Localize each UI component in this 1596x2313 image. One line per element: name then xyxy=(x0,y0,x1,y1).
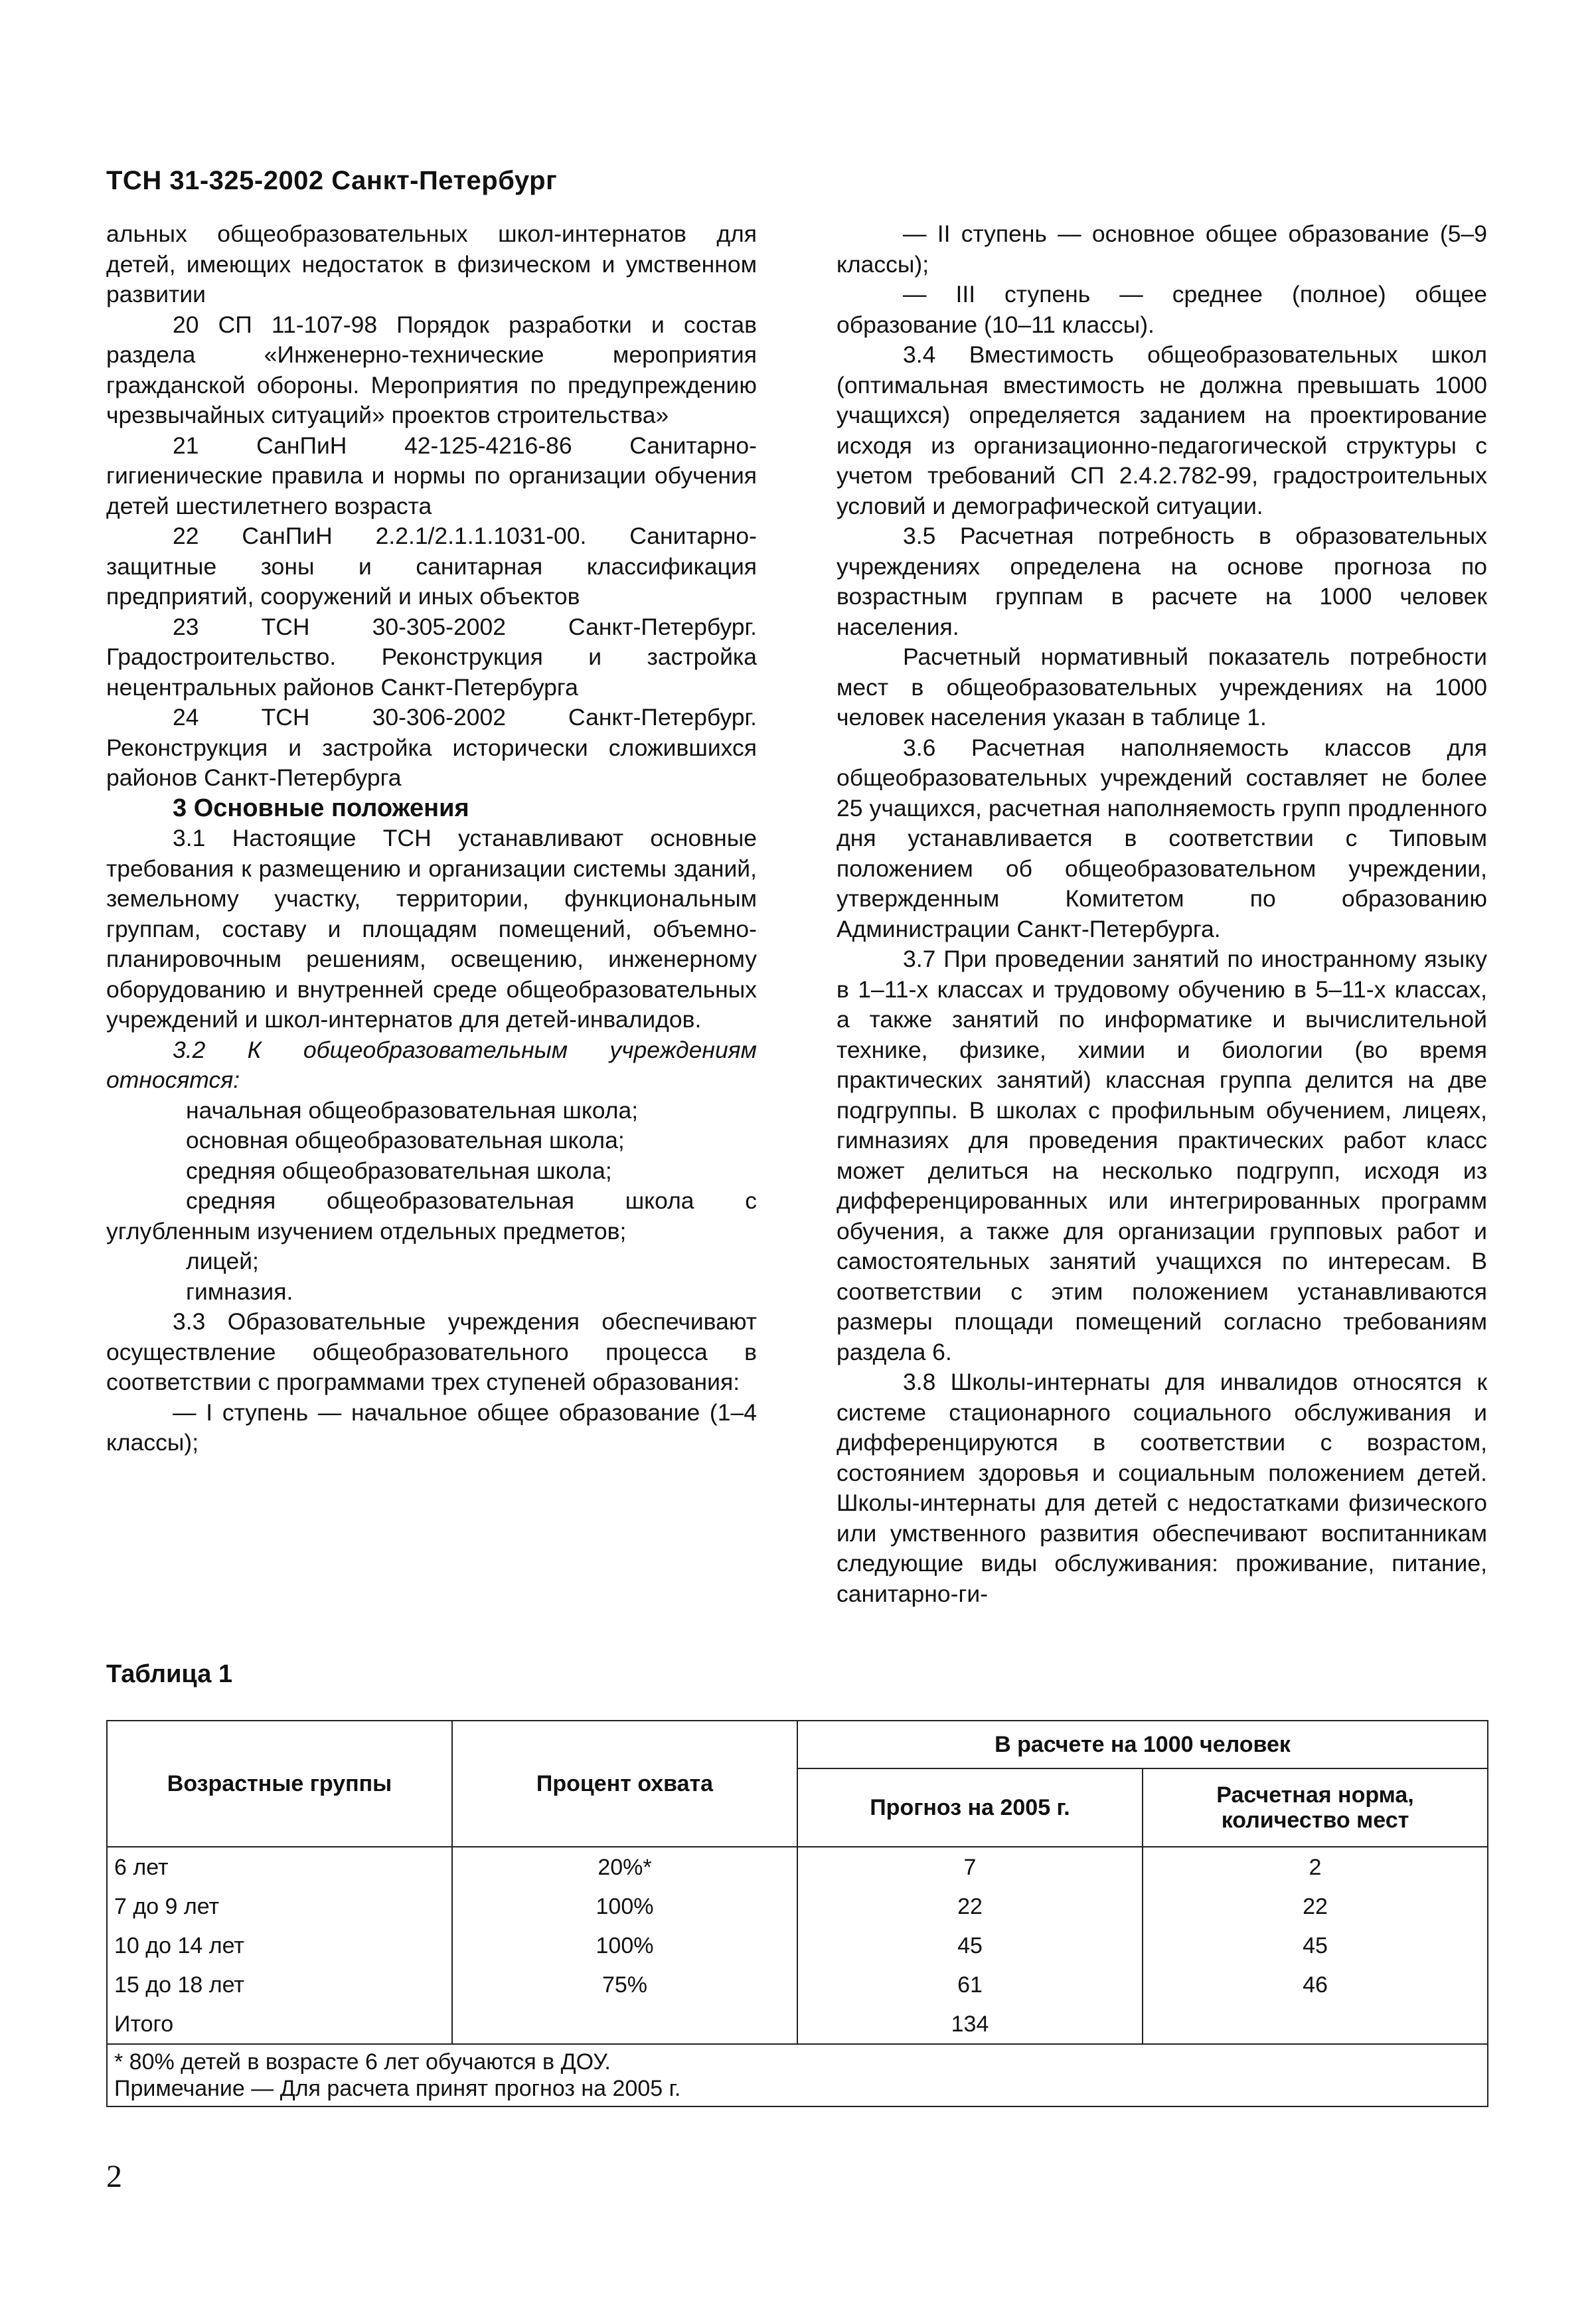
table-row xyxy=(107,1847,1488,1887)
reference-24: 24 ТСН 30-306-2002 Санкт-Петербург. Реконструкция и застройка исторически сложившихся районов Санкт-Петербурга xyxy=(106,704,757,791)
cell-norm: 45 xyxy=(1143,1926,1488,1965)
stage-2: — II ступень — основное общее образование (5–9 классы); xyxy=(837,220,1487,278)
header-age-groups: Возрастные группы xyxy=(107,1721,452,1847)
section-heading: 3 Основные положения xyxy=(173,794,469,822)
cell-forecast: 134 xyxy=(797,2004,1143,2044)
cell-forecast: 22 xyxy=(797,1887,1143,1926)
cell-coverage: 100% xyxy=(452,1887,797,1926)
right-column xyxy=(837,219,1487,1609)
paragraph-3-7: 3.7 При проведении занятий по иностранному языку в 1–11-х классах и трудовому обучению в 5–11-х классах, а также занятий по информатике и вычислительной технике, физике, химии и биологии (во время практических занятий) классная группа делится на две подгруппы. В школах с профильным обучением, лицеях, гимназиях для проведения практических работ класс может делиться на несколько подгрупп, исходя из дифференцированных или интегрированных программ обучения, а также для организации групповых работ и самостоятельных занятий учащихся по интересам. В соответствии с этим положением устанавливаются размеры площади помещений согласно требованиям раздела 6. xyxy=(837,946,1487,1365)
cell-coverage: 100% xyxy=(452,1926,797,1965)
cell-forecast: 45 xyxy=(797,1926,1143,1965)
cell-forecast: 61 xyxy=(797,1965,1143,2004)
list-item: средняя общеобразовательная школа с углубленным изучением отдельных предметов; xyxy=(106,1187,757,1244)
table-note: Примечание — Для расчета принят прогноз на 2005 г. xyxy=(114,2076,681,2101)
document-header: ТСН 31-325-2002 Санкт-Петербург xyxy=(106,166,558,195)
data-table xyxy=(106,1720,1488,2107)
cell-coverage xyxy=(452,2004,797,2044)
header-norm: Расчетная норма, количество мест xyxy=(1143,1768,1488,1847)
list-item: гимназия. xyxy=(186,1278,293,1305)
left-column xyxy=(106,219,757,1458)
page-number: 2 xyxy=(106,2159,122,2194)
table-row xyxy=(107,1887,1488,1926)
header-per-1000: В расчете на 1000 человек xyxy=(797,1721,1488,1768)
cell-age: 15 до 18 лет xyxy=(107,1965,452,2004)
cell-age: 10 до 14 лет xyxy=(107,1926,452,1965)
paragraph-3-5: 3.5 Расчетная потребность в образовательных учреждениях определена на основе прогноза по возрастным группам в расчете на 1000 человек населения. xyxy=(837,523,1487,640)
table-notes xyxy=(107,2044,1488,2106)
paragraph-3-5b: Расчетный нормативный показатель потребности мест в общеобразовательных учреждениях на 1000 человек населения указан в таблице 1. xyxy=(837,643,1487,730)
header-forecast: Прогноз на 2005 г. xyxy=(797,1768,1143,1847)
list-item: начальная общеобразовательная школа; xyxy=(186,1096,639,1124)
cell-norm xyxy=(1143,2004,1488,2044)
reference-21: 21 СанПиН 42-125-4216-86 Санитарно-гигиенические правила и нормы по организации обучения детей шестилетнего возраста xyxy=(106,432,757,519)
paragraph-3-2: 3.2 К общеобразовательным учреждениям относятся: xyxy=(106,1036,757,1093)
paragraph-3-4: 3.4 Вместимость общеобразовательных школ (оптимальная вместимость не должна превышать 1000 учащихся) определяется заданием на проектирование исходя из организационно-педагогической структуры с учетом требований СП 2.4.2.782-99, градостроительных условий и демографической ситуации. xyxy=(837,341,1487,519)
cell-age: Итого xyxy=(107,2004,452,2044)
cell-age: 7 до 9 лет xyxy=(107,1887,452,1926)
table-row-total xyxy=(107,2004,1488,2044)
list-item: лицей; xyxy=(186,1248,259,1274)
paragraph-3-3: 3.3 Образовательные учреждения обеспечивают осуществление общеобразовательного процесса в соответствии с программами трех ступеней образования: xyxy=(106,1308,757,1395)
paragraph-3-6: 3.6 Расчетная наполняемость классов для общеобразовательных учреждений составляет не более 25 учащихся, расчетная наполняемость групп продленного дня устанавливается в соответствии с Типовым положением об общеобразовательном учреждении, утвержденным Комитетом по образованию Администрации Санкт-Петербурга. xyxy=(837,734,1487,942)
table-footnote: * 80% детей в возрасте 6 лет обучаются в ДОУ. xyxy=(114,2049,611,2075)
stage-3: — III ступень — среднее (полное) общее образование (10–11 классы). xyxy=(837,281,1487,338)
cell-norm: 2 xyxy=(1143,1847,1488,1887)
cell-age: 6 лет xyxy=(107,1847,452,1887)
table-caption: Таблица 1 xyxy=(106,1660,233,1688)
paragraph-3-1: 3.1 Настоящие ТСН устанавливают основные требования к размещению и организации системы зданий, земельному участку, территории, функциональным группам, составу и площадям помещений, объемно-планировочным решениям, освещению, инженерному оборудованию и внутренней среде общеобразовательных учреждений и школ-интернатов для детей-инвалидов. xyxy=(106,825,757,1033)
cell-norm: 22 xyxy=(1143,1887,1488,1926)
stage-1: — I ступень — начальное общее образование (1–4 классы); xyxy=(106,1399,757,1456)
list-item: средняя общеобразовательная школа; xyxy=(186,1157,612,1184)
cell-norm: 46 xyxy=(1143,1965,1488,2004)
reference-20: 20 СП 11-107-98 Порядок разработки и состав раздела «Инженерно-технические мероприятия гражданской обороны. Мероприятия по предупреждению чрезвычайных ситуаций» проектов строительства» xyxy=(106,311,757,428)
table-row xyxy=(107,1926,1488,1965)
cell-coverage: 75% xyxy=(452,1965,797,2004)
cell-forecast: 7 xyxy=(797,1847,1143,1887)
list-item: основная общеобразовательная школа; xyxy=(186,1127,625,1154)
paragraph-3-8: 3.8 Школы-интернаты для инвалидов относятся к системе стационарного социального обслуживания и дифференцируются в соответствии с возрастом, состоянием здоровья и социальным положением детей. Школы-интернаты для детей с недостатками физического или умственного развития обеспечивают воспитанникам следующие виды обслуживания: проживание, питание, санитарно-ги- xyxy=(837,1369,1487,1607)
reference-continuation: альных общеобразовательных школ-интернатов для детей, имеющих недостаток в физическом и умственном развитии xyxy=(106,220,757,307)
table-row xyxy=(107,1965,1488,2004)
cell-coverage: 20%* xyxy=(452,1847,797,1887)
reference-23: 23 ТСН 30-305-2002 Санкт-Петербург. Градостроительство. Реконструкция и застройка нецентральных районов Санкт-Петербурга xyxy=(106,613,757,701)
reference-22: 22 СанПиН 2.2.1/2.1.1.1031-00. Санитарно-защитные зоны и санитарная классификация предприятий, сооружений и иных объектов xyxy=(106,523,757,610)
header-coverage: Процент охвата xyxy=(452,1721,797,1847)
